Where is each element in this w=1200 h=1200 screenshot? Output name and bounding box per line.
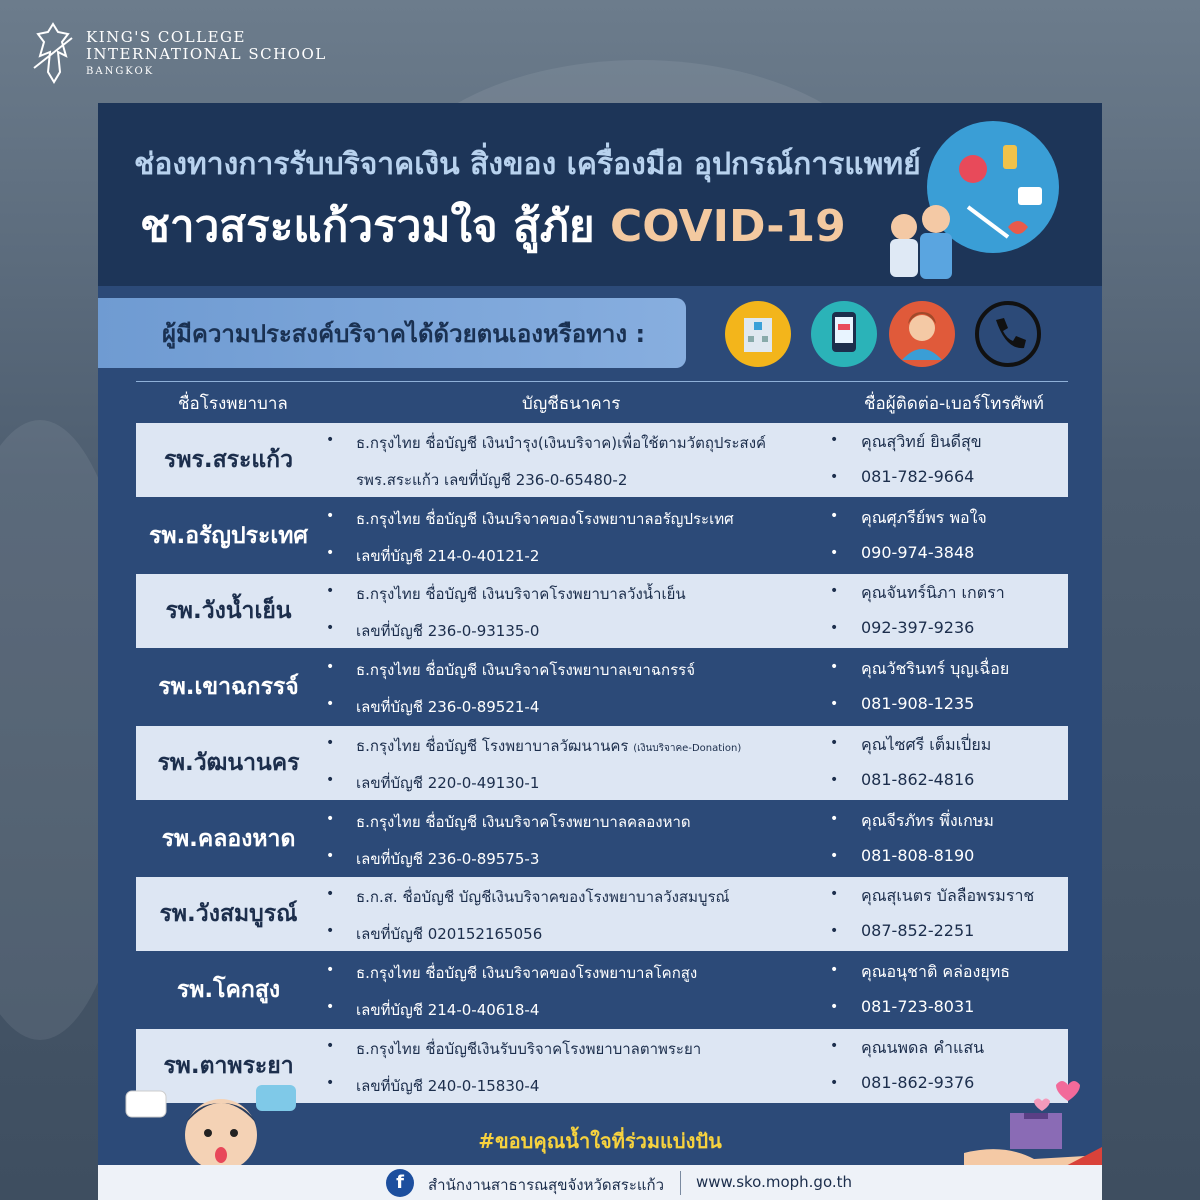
phone-icon xyxy=(974,300,1042,368)
logo-line1: KING'S COLLEGE xyxy=(86,27,246,46)
bullet: • xyxy=(326,735,335,751)
bullet: • xyxy=(830,1075,839,1091)
table-row xyxy=(136,726,1068,800)
account-line2: รพร.สระแก้ว เลขที่บัญชี 236-0-65480-2 xyxy=(356,471,628,489)
account-line1 xyxy=(356,658,695,682)
bullet: • xyxy=(326,659,335,675)
account-line1 xyxy=(356,1037,701,1061)
logo-line3: BANGKOK xyxy=(86,66,155,77)
mobile-banking-icon xyxy=(810,300,878,368)
hospital-building-icon xyxy=(724,300,792,368)
account-line1 xyxy=(356,582,686,606)
account-line2: เลขที่บัญชี 236-0-89521-4 xyxy=(356,698,540,716)
contact-phone: 081-862-9376 xyxy=(861,1073,975,1092)
bullet: • xyxy=(326,432,335,448)
account-line1-text: ธ.กรุงไทย ชื่อบัญชี โรงพยาบาลวัฒนานคร xyxy=(356,737,634,755)
donation-poster xyxy=(98,103,1102,1200)
contact-name: คุณไซศรี เต็มเปี่ยม xyxy=(861,735,992,754)
bullet: • xyxy=(326,620,335,636)
bullet: • xyxy=(326,923,335,939)
contact-phone: 081-782-9664 xyxy=(861,467,975,486)
account-line1 xyxy=(356,734,741,758)
col-hospital-header: ชื่อโรงพยาบาล xyxy=(178,394,288,414)
bullet: • xyxy=(326,545,335,561)
bullet: • xyxy=(830,848,839,864)
bullet: • xyxy=(326,1075,335,1091)
contact-person-icon xyxy=(888,300,956,368)
bullet: • xyxy=(326,999,335,1015)
bullet: • xyxy=(830,962,839,978)
header-line2-accent: COVID-19 xyxy=(610,201,846,252)
bullet: • xyxy=(830,659,839,675)
bullet: • xyxy=(830,886,839,902)
contact-phone: 081-808-8190 xyxy=(861,846,975,865)
bullet: • xyxy=(830,772,839,788)
account-line1-text: ธ.กรุงไทย ชื่อบัญชี เงินบริจาคของโรงพยาบาลโคกสูง xyxy=(356,964,698,982)
table-row xyxy=(136,877,1068,951)
hospital-name: รพ.ตาพระยา xyxy=(163,1053,294,1079)
hospital-name: รพ.คลองหาด xyxy=(161,826,296,852)
contact-name: คุณนพดล คำแสน xyxy=(861,1038,985,1057)
subtitle-text: ผู้มีความประสงค์บริจาคได้ด้วยตนเองหรือทาง : xyxy=(162,319,646,348)
hospital-name: รพ.วังสมบูรณ์ xyxy=(159,901,298,927)
bullet: • xyxy=(830,583,839,599)
account-line2: เลขที่บัญชี 236-0-93135-0 xyxy=(356,622,540,640)
bullet: • xyxy=(326,696,335,712)
hospital-name: รพ.โคกสูง xyxy=(176,977,281,1003)
bullet: • xyxy=(830,735,839,751)
header-line2-main: ชาวสระแก้วรวมใจ สู้ภัย xyxy=(140,201,610,252)
knight-crest-icon xyxy=(28,22,78,84)
account-line2: เลขที่บัญชี 214-0-40618-4 xyxy=(356,1001,540,1019)
bullet: • xyxy=(830,696,839,712)
bullet: • xyxy=(326,811,335,827)
account-line1 xyxy=(356,810,691,834)
table-row xyxy=(136,423,1068,497)
bullet: • xyxy=(830,1038,839,1054)
bullet: • xyxy=(830,469,839,485)
account-line1-text: ธ.กรุงไทย ชื่อบัญชี เงินบริจาคโรงพยาบาลคลองหาด xyxy=(356,813,691,831)
col-contact-header: ชื่อผู้ติดต่อ-เบอร์โทรศัพท์ xyxy=(864,394,1044,414)
facebook-icon[interactable]: f xyxy=(386,1169,414,1197)
hospital-name: รพร.สระแก้ว xyxy=(163,447,293,473)
account-line1-text: ธ.กรุงไทย ชื่อบัญชี เงินบริจาคของโรงพยาบาลอรัญประเทศ xyxy=(356,510,734,528)
hospital-name: รพ.เขาฉกรรจ์ xyxy=(158,674,299,700)
logo-line2: INTERNATIONAL SCHOOL xyxy=(86,44,327,63)
bullet: • xyxy=(326,772,335,788)
bullet: • xyxy=(326,886,335,902)
bullet: • xyxy=(830,811,839,827)
account-line1-text: ธ.ก.ส. ชื่อบัญชี บัญชีเงินบริจาคของโรงพยาบาลวังสมบูรณ์ xyxy=(356,888,730,906)
school-logo xyxy=(28,22,327,84)
poster-header xyxy=(98,103,1102,286)
table-row xyxy=(136,650,1068,724)
contact-phone: 081-908-1235 xyxy=(861,694,975,713)
contact-phone: 090-974-3848 xyxy=(861,543,975,562)
contact-phone: 092-397-9236 xyxy=(861,618,975,637)
account-line1 xyxy=(356,431,766,455)
bullet: • xyxy=(830,508,839,524)
bullet: • xyxy=(326,1038,335,1054)
contact-name: คุณสุวิทย์ ยินดีสุข xyxy=(861,432,982,451)
table-header xyxy=(136,381,1068,421)
footer-org-name: สำนักงานสาธารณสุขจังหวัดสระแก้ว xyxy=(428,1176,665,1194)
account-line1 xyxy=(356,885,729,909)
header-line2 xyxy=(140,191,846,261)
account-line1-text: ธ.กรุงไทย ชื่อบัญชีเงินรับบริจาคโรงพยาบาลตาพระยา xyxy=(356,1040,702,1058)
bullet: • xyxy=(326,508,335,524)
account-line1-text: ธ.กรุงไทย ชื่อบัญชี เงินบริจาคโรงพยาบาลเขาฉกรรจ์ xyxy=(356,661,696,679)
contact-name: คุณสุเนตร บัลลือพรมราช xyxy=(861,886,1035,905)
account-line1 xyxy=(356,961,697,985)
account-line2: เลขที่บัญชี 214-0-40121-2 xyxy=(356,547,540,565)
account-line1-text: ธ.กรุงไทย ชื่อบัญชี เงินบริจาคโรงพยาบาลวังน้ำเย็น xyxy=(356,585,686,603)
contact-phone: 087-852-2251 xyxy=(861,921,975,940)
table-row xyxy=(136,953,1068,1027)
medical-illustration-icon xyxy=(868,117,1078,282)
table-row xyxy=(136,802,1068,876)
footer-divider xyxy=(680,1171,681,1195)
contact-phone: 081-862-4816 xyxy=(861,770,975,789)
bullet: • xyxy=(830,620,839,636)
account-line2: เลขที่บัญชี 236-0-89575-3 xyxy=(356,850,540,868)
col-account-header: บัญชีธนาคาร xyxy=(522,394,621,414)
bullet: • xyxy=(326,848,335,864)
bullet: • xyxy=(326,583,335,599)
account-line2: เลขที่บัญชี 020152165056 xyxy=(356,925,543,943)
bullet: • xyxy=(830,432,839,448)
contact-name: คุณวัชรินทร์ บุญเฉื่อย xyxy=(861,659,1010,678)
account-line1 xyxy=(356,507,734,531)
subtitle-banner xyxy=(98,298,686,368)
account-line1-text: ธ.กรุงไทย ชื่อบัญชี เงินบำรุง(เงินบริจาค)เพื่อใช้ตามวัตถุประสงค์ xyxy=(356,434,767,452)
contact-name: คุณศุภรีย์พร พอใจ xyxy=(861,508,987,527)
contact-name: คุณจีรภัทร พึ่งเกษม xyxy=(861,811,994,830)
hospital-name: รพ.วัฒนานคร xyxy=(157,750,300,776)
table-row xyxy=(136,574,1068,648)
bullet: • xyxy=(830,999,839,1015)
contact-name: คุณจันทร์นิภา เกตรา xyxy=(861,583,1005,602)
bullet: • xyxy=(326,962,335,978)
account-line2: เลขที่บัญชี 240-0-15830-4 xyxy=(356,1077,540,1095)
contact-phone: 081-723-8031 xyxy=(861,997,975,1016)
table-row xyxy=(136,499,1068,573)
thanks-hashtag: #ขอบคุณน้ำใจที่ร่วมแบ่งปัน xyxy=(478,1129,722,1153)
footer-bar xyxy=(98,1165,1102,1200)
hospital-name: รพ.อรัญประเทศ xyxy=(149,523,308,549)
footer-website-link[interactable]: www.sko.moph.go.th xyxy=(696,1173,853,1191)
account-line1-note: (เงินบริจาคe-Donation) xyxy=(633,743,742,754)
bullet: • xyxy=(830,545,839,561)
account-line2: เลขที่บัญชี 220-0-49130-1 xyxy=(356,774,540,792)
hospital-name: รพ.วังน้ำเย็น xyxy=(165,598,292,624)
header-line1: ช่องทางการรับบริจาคเงิน สิ่งของ เครื่องมือ อุปกรณ์การแพทย์ xyxy=(134,147,921,182)
contact-name: คุณอนุชาติ คล่องยุทธ xyxy=(861,962,1011,981)
bullet: • xyxy=(830,923,839,939)
